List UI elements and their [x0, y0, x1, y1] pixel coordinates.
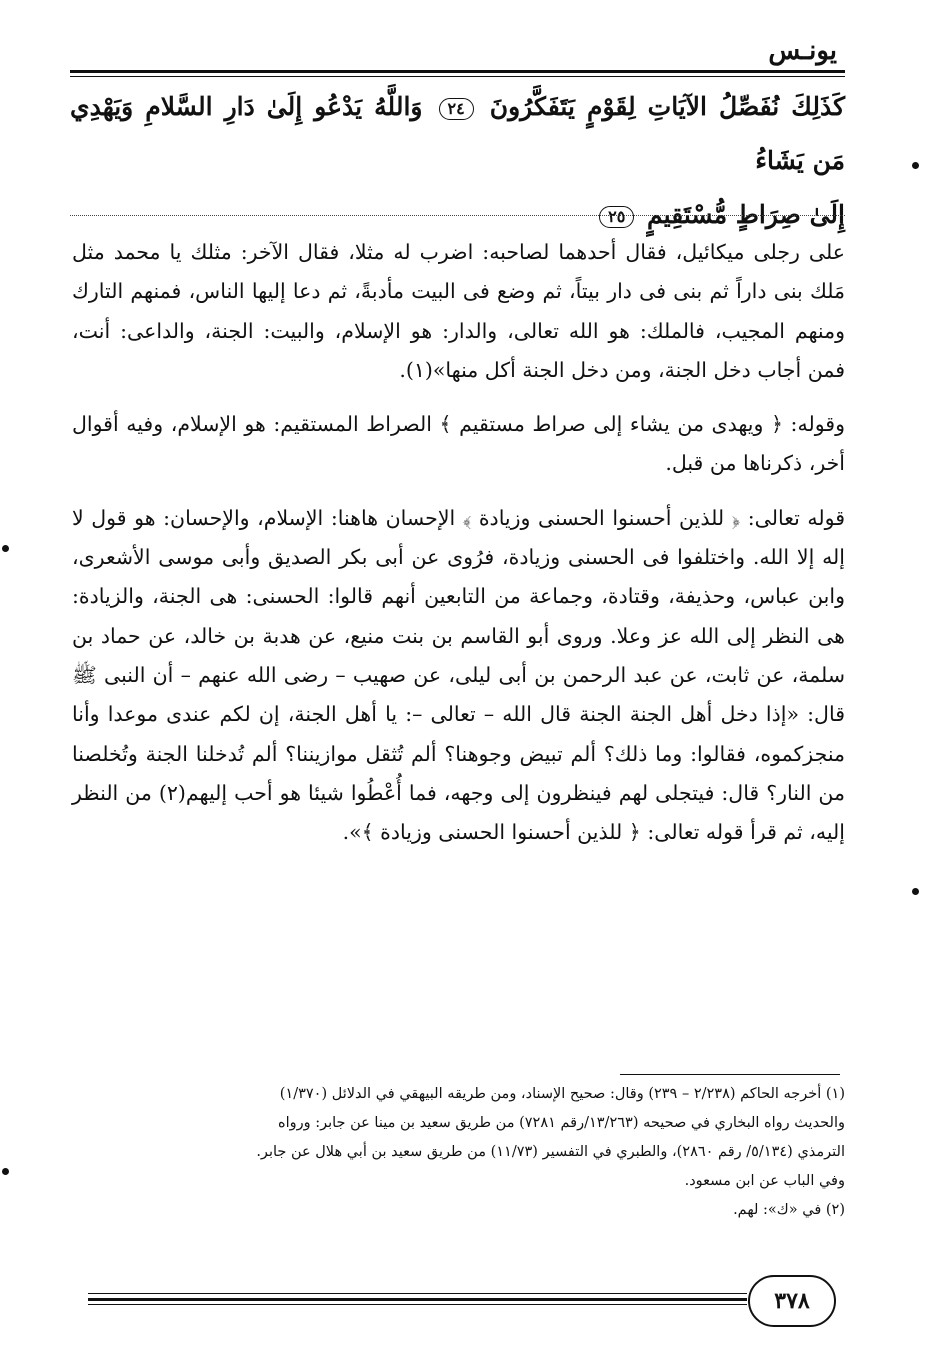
footnote-1-line-2: والحديث رواه البخاري في صحيحه (١٣/٢٦٣/رقم ٧٢٨١) من طريق سعيد بن مينا عن جابر: ورواه — [277, 1115, 845, 1131]
footnote-2: (٢) في «ك»: لهم. — [733, 1202, 845, 1218]
running-header-surah-name: يونـس — [768, 36, 837, 66]
commentary-paragraph-3: قوله تعالى: ﴿ للذين أحسنوا الحسنى وزيادة ﴾ الإحسان هاهنا: الإسلام، والإحسان: هو قول لا إله إلا الله. واختلفوا فى الحسنى وزيادة، فرُوى عن أبى بكر الصديق وأبى موسى الأشعرى، وابن عباس، وحذيفة، وقتادة، وجماعة من التابعين أنهم قالوا: الحسنى: هى الجنة، والزيادة: هى النظر إلى الله عز وعلا. وروى أبو القاسم بن بنت منيع، عن هدبة بن خالد، عن حماد بن سلمة، عن ثابت، عن عبد الرحمن بن أبى ليلى، عن صهيب – رضى الله عنهم – أن النبى ﷺ قال: «إذا دخل أهل الجنة الجنة قال الله – تعالى –: يا أهل الجنة، إن لكم عندى موعدا وأنا منجزكموه، فقالوا: وما ذلك؟ ألم تبيض وجوهنا؟ ألم تُثقل موازيننا؟ ألم تُدخلنا الجنة وتُخلصنا من النار؟ قال: فيتجلى لهم فينظرون إلى وجهه، فما أُعْطُوا شيئا هو أحب إليهم(٢) من النظر إليه، ثم قرأ قوله تعالى: ﴿ للذين أحسنوا الحسنى وزيادة ﴾». — [72, 505, 846, 845]
quran-verses-block — [70, 80, 845, 229]
commentary-paragraph-2: وقوله: ﴿ ويهدى من يشاء إلى صراط مستقيم ﴾ الصراط المستقيم: هو الإسلام، وفيه أقوال أخر، ذكرناها من قبل. — [72, 412, 845, 476]
footnote-1-line-1: (١) أخرجه الحاكم (٢/٢٣٨ – ٢٣٩) وقال: صحيح الإسناد، ومن طريقه البيهقي في الدلائل (١/٣٧٠) — [279, 1086, 845, 1102]
page-number: ٣٧٨ — [748, 1275, 836, 1327]
footnote-1-line-4: وفي الباب عن ابن مسعود. — [684, 1173, 845, 1189]
verse-25-text-part1: وَاللَّهُ يَدْعُو إِلَىٰ دَارِ السَّلامِ وَيَهْدِي مَن يَشَاءُ — [70, 92, 845, 175]
margin-dot-3 — [912, 888, 919, 895]
footnote-1-line-3: الترمذي (٥/١٣٤/ رقم ٢٨٦٠)، والطبري في التفسير (١١/٧٣) من طريق سعيد بن أبي هلال عن جابر. — [256, 1144, 845, 1160]
footnote-separator — [620, 1074, 840, 1075]
verse-25-text-part2: إِلَىٰ صِرَاطٍ مُّسْتَقِيمٍ — [647, 200, 845, 229]
header-rule-thin — [70, 76, 845, 77]
verses-commentary-separator — [70, 215, 845, 216]
header-rule-thick — [70, 70, 845, 73]
verse-24-text: كَذَلِكَ نُفَصِّلُ الآيَاتِ لِقَوْمٍ يَتَفَكَّرُونَ — [489, 92, 845, 121]
footer-rule-bottom — [88, 1304, 747, 1305]
verse-24-number-ornament: ٢٤ — [439, 98, 474, 120]
commentary-body — [72, 233, 845, 852]
verse-25-number-ornament: ٢٥ — [599, 206, 634, 228]
margin-dot-4 — [2, 1168, 9, 1175]
margin-dot-1 — [912, 162, 919, 169]
footer-rule-middle — [88, 1298, 747, 1301]
footer-rule-top — [88, 1293, 747, 1294]
margin-dot-2 — [2, 545, 9, 552]
commentary-paragraph-1: على رجلى ميكائيل، فقال أحدهما لصاحبه: اضرب له مثلا، فقال الآخر: مثلك يا محمد مثل مَلك بنى داراً ثم بنى فى دار بيتاً، ثم وضع فى البيت مأدبةً، ثم دعا إليها الناس، فمنهم التارك ومنهم المجيب، فالملك: هو الله تعالى، والدار: هو الإسلام، والبيت: الجنة، والداعى: أنت، فمن أجاب دخل الجنة، ومن دخل الجنة أكل منها»(١). — [72, 240, 845, 382]
footnotes — [72, 1080, 845, 1225]
